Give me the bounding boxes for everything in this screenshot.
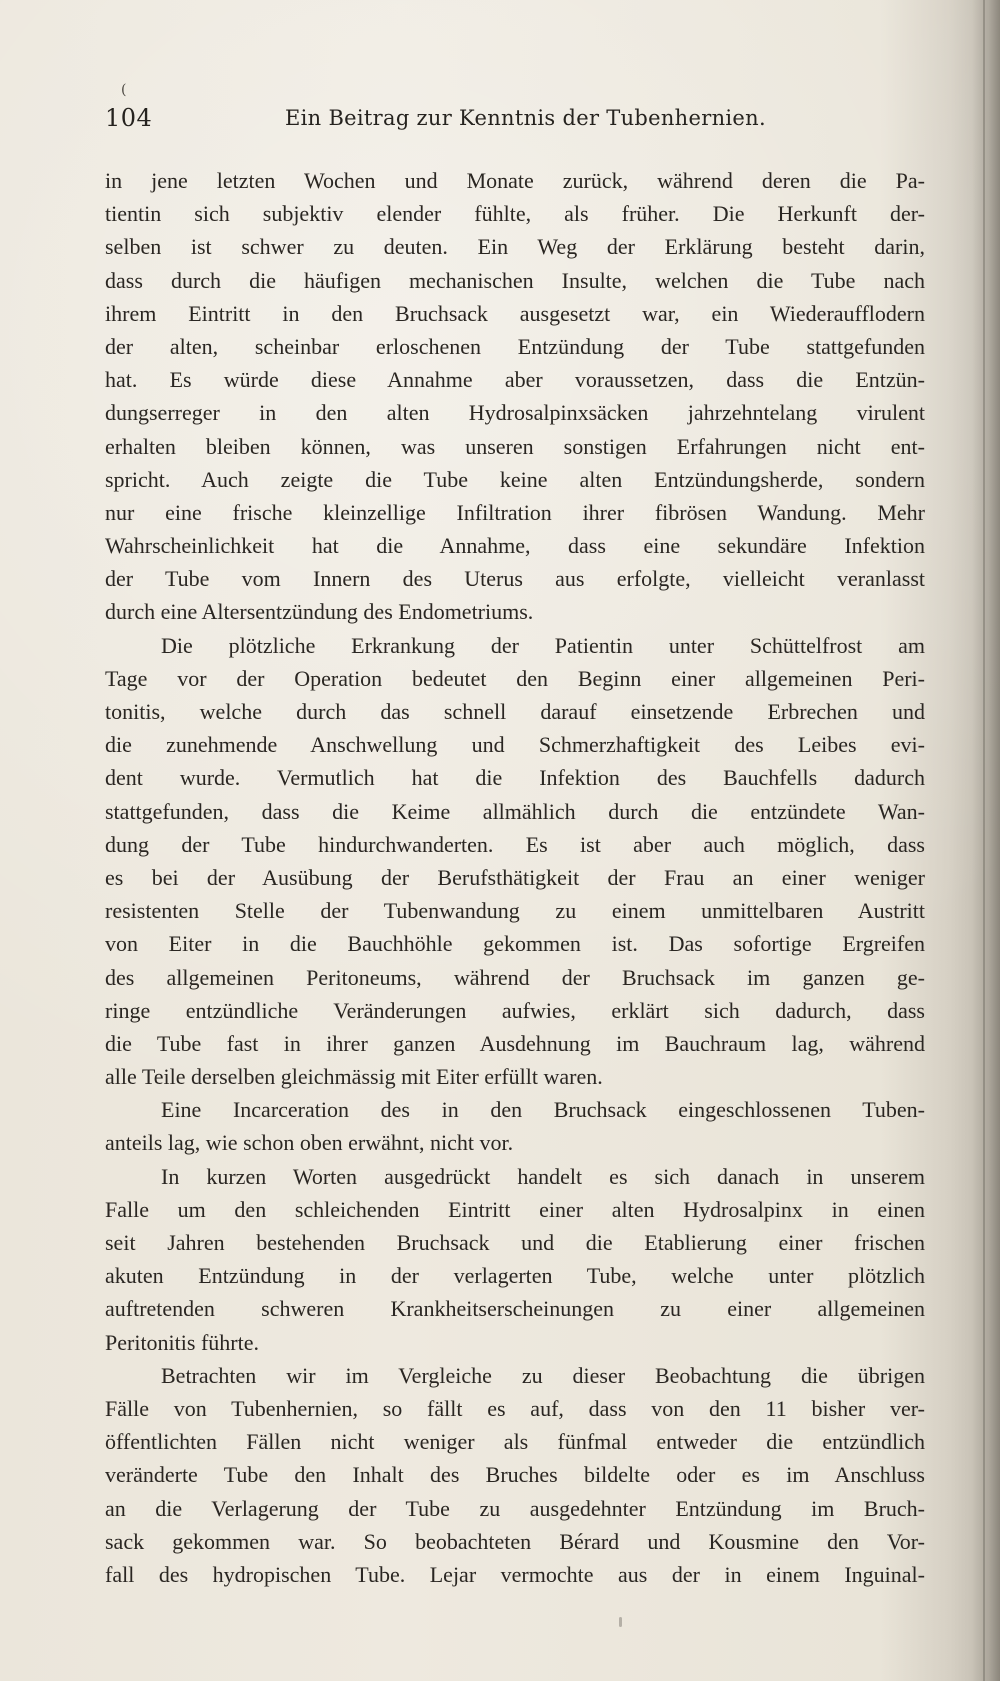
text-line: In kurzen Worten ausgedrückt handelt es sich danach in unserem [161, 1163, 925, 1189]
text-line: öffentlichten Fällen nicht weniger als fünfmal entweder die entzündlich [105, 1429, 925, 1455]
text-line: es bei der Ausübung der Berufsthätigkeit der Frau an einer weniger [105, 864, 925, 890]
text-line: der Tube vom Innern des Uterus aus erfolgte, vielleicht veranlasst [105, 566, 925, 592]
text-line: Eine Incarceration des in den Bruchsack eingeschlossenen Tuben- [161, 1097, 925, 1123]
margin-mark: ( [121, 82, 127, 98]
text-line: nur eine frische kleinzellige Infiltration ihrer fibrösen Wandung. Mehr [105, 499, 925, 525]
text-line: veränderte Tube den Inhalt des Bruches bildelte oder es im Anschluss [105, 1462, 925, 1488]
text-line: des allgemeinen Peritoneums, während der Bruchsack im ganzen ge- [105, 964, 925, 990]
page-number: 104 [105, 104, 153, 132]
text-line: tonitis, welche durch das schnell darauf einsetzende Erbrechen und [105, 699, 925, 724]
page-header [105, 100, 925, 140]
text-line: Die plötzliche Erkrankung der Patientin unter Schüttelfrost am [161, 632, 925, 658]
text-line: dung der Tube hindurchwanderten. Es ist aber auch möglich, dass [105, 831, 925, 857]
text-line: erhalten bleiben können, was unseren sonstigen Erfahrungen nicht ent- [105, 433, 925, 459]
text-line: fall des hydropischen Tube. Lejar vermochte aus der in einem Inguinal- [105, 1561, 925, 1587]
text-line: von Eiter in die Bauchhöhle gekommen ist. Das sofortige Ergreifen [105, 931, 925, 957]
text-line: auftretenden schweren Krankheitserscheinungen zu einer allgemeinen [105, 1296, 925, 1322]
text-line: Tage vor der Operation bedeutet den Beginn einer allgemeinen Peri- [105, 665, 925, 691]
text-line: dent wurde. Vermutlich hat die Infektion des Bauchfells dadurch [105, 765, 925, 791]
text-line: selben ist schwer zu deuten. Ein Weg der Erklärung besteht darin, [105, 234, 925, 260]
text-line: hat. Es würde diese Annahme aber voraussetzen, dass die Entzün- [105, 367, 925, 393]
text-line: sack gekommen war. So beobachteten Bérard und Kousmine den Vor- [105, 1528, 925, 1554]
text-line: ringe entzündliche Veränderungen aufwies, erklärt sich dadurch, dass [105, 997, 925, 1023]
text-line: die Tube fast in ihrer ganzen Ausdehnung im Bauchraum lag, während [105, 1030, 925, 1056]
text-line: Wahrscheinlichkeit hat die Annahme, dass eine sekundäre Infektion [105, 533, 925, 559]
page-edge-shadow [972, 0, 1000, 1681]
paper-speck [619, 1617, 622, 1627]
text-line: der alten, scheinbar erloschenen Entzündung der Tube stattgefunden [105, 333, 925, 359]
text-line: seit Jahren bestehenden Bruchsack und die Etablierung einer frischen [105, 1230, 925, 1255]
text-line: ihrem Eintritt in den Bruchsack ausgesetzt war, ein Wiederaufflodern [105, 300, 925, 326]
text-line: stattgefunden, dass die Keime allmählich durch die entzündete Wan- [105, 798, 925, 824]
text-line: spricht. Auch zeigte die Tube keine alten Entzündungsherde, sondern [105, 466, 925, 492]
text-line: Falle um den schleichenden Eintritt einer alten Hydrosalpinx in einen [105, 1196, 925, 1222]
running-head: Ein Beitrag zur Kenntnis der Tubenhernien. [285, 106, 766, 130]
text-line: Betrachten wir im Vergleiche zu dieser Beobachtung die übrigen [161, 1362, 925, 1388]
page-edge-line [983, 0, 985, 1681]
text-line: Fälle von Tubenhernien, so fällt es auf, dass von den 11 bisher ver- [105, 1395, 925, 1421]
body-text [105, 164, 925, 1591]
text-line: in jene letzten Wochen und Monate zurück, während deren die Pa- [105, 168, 925, 193]
text-line: dungserreger in den alten Hydrosalpinxsäcken jahrzehntelang virulent [105, 400, 925, 426]
text-line: Peritonitis führte. [105, 1329, 259, 1355]
text-line: die zunehmende Anschwellung und Schmerzhaftigkeit des Leibes evi- [105, 732, 925, 758]
text-line: resistenten Stelle der Tubenwandung zu einem unmittelbaren Austritt [105, 898, 925, 924]
text-line: alle Teile derselben gleichmässig mit Eiter erfüllt waren. [105, 1064, 603, 1090]
text-line: durch eine Altersentzündung des Endometriums. [105, 599, 534, 625]
text-line: anteils lag, wie schon oben erwähnt, nicht vor. [105, 1130, 514, 1156]
text-line: dass durch die häufigen mechanischen Insulte, welchen die Tube nach [105, 267, 925, 293]
text-line: akuten Entzündung in der verlagerten Tube, welche unter plötzlich [105, 1263, 925, 1289]
text-line: an die Verlagerung der Tube zu ausgedehnter Entzündung im Bruch- [105, 1495, 925, 1521]
text-line: tientin sich subjektiv elender fühlte, als früher. Die Herkunft der- [105, 201, 925, 227]
